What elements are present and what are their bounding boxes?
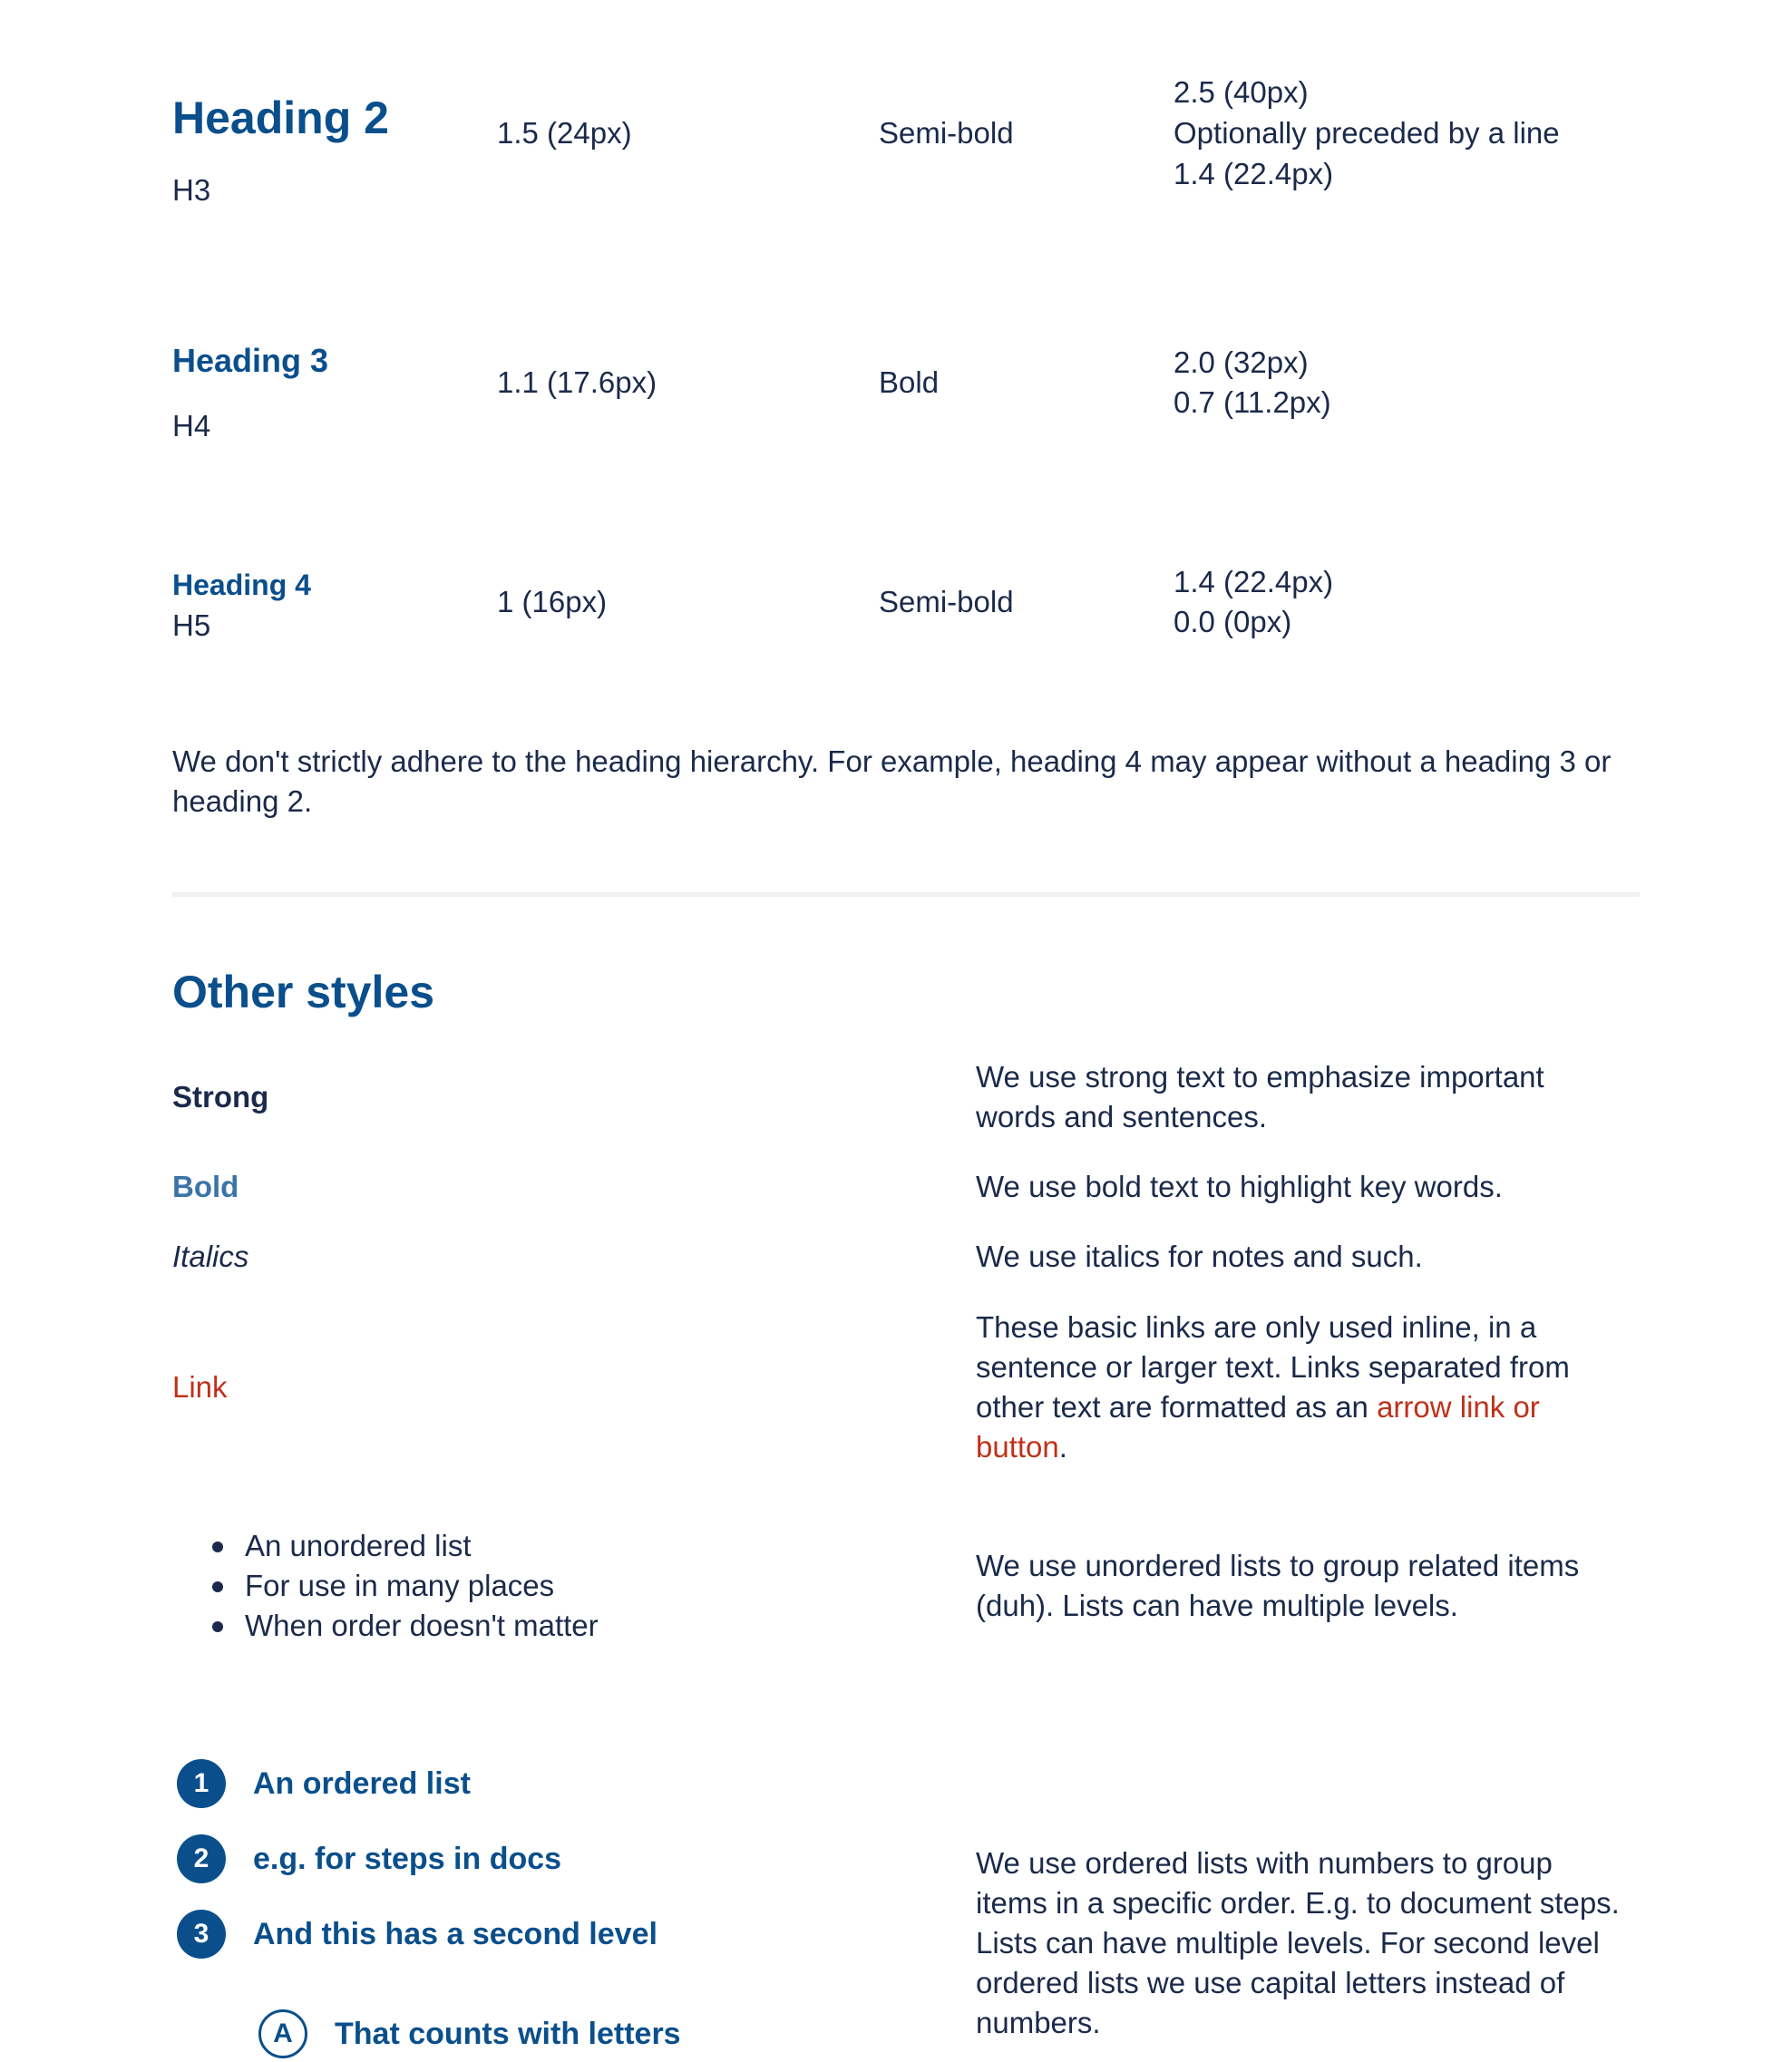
link-description [976,1308,1574,1467]
heading-2-spacing-top: 2.5 (40px) [1174,75,1309,109]
arrow-link-or-button-link[interactable]: arrow link or button [976,1390,1540,1464]
step-letter-badge: A [258,2009,307,2058]
ordered-sublist-item-label: That counts with letters [335,2016,681,2051]
link-description-text: These basic links are only used inline, in a sentence or larger text. Links separated from other text are formatted as an [976,1310,1570,1424]
heading-3-tag: H4 [172,409,211,443]
heading-2-tag: H3 [172,173,211,207]
ordered-list-item-label: An ordered list [253,1765,471,1801]
list-item [172,1606,599,1646]
ordered-sublist-item [258,2009,681,2058]
heading-2-size: 1.5 (24px) [497,116,632,150]
heading-2-spacing-bottom: 1.4 (22.4px) [1174,157,1334,190]
bullet-icon [212,1542,223,1552]
step-number-badge: 2 [177,1834,226,1883]
unordered-list-sample [172,1526,599,1646]
unordered-list-description: We use unordered lists to group related items (duh). Lists can have multiple levels. [976,1549,1580,1622]
ordered-list-item-label: e.g. for steps in docs [253,1841,562,1876]
section-divider [172,892,1640,897]
ordered-list-item-label: And this has a second level [253,1916,657,1951]
link-sample[interactable]: Link [172,1370,228,1404]
heading-3-weight: Bold [879,365,940,399]
heading-hierarchy-note: We don't strictly adhere to the heading hierarchy. For example, heading 4 may appear without a heading 3 or heading 2. [172,744,1612,818]
step-number-badge: 3 [177,1910,226,1959]
ordered-list-item [177,1910,657,1959]
heading-4-spacing-bottom: 0.0 (0px) [1174,605,1292,638]
ordered-list-item [177,1834,561,1883]
heading-3-sample: Heading 3 [172,342,329,379]
heading-3-spacing-top: 2.0 (32px) [1174,345,1309,379]
heading-4-tag: H5 [172,608,211,642]
strong-description: We use strong text to emphasize important words and sentences. [976,1060,1544,1133]
heading-3-spacing-bottom: 0.7 (11.2px) [1174,385,1331,419]
heading-4-size: 1 (16px) [497,585,608,618]
strong-sample: Strong [172,1080,269,1114]
ordered-list-item [177,1759,471,1808]
list-item [172,1526,599,1566]
other-styles-title: Other styles [172,967,435,1017]
italics-description: We use italics for notes and such. [976,1240,1423,1273]
ordered-list-description: We use ordered lists with numbers to group items in a specific order. E.g. to document steps. Lists can have multiple levels. For second level ordered lists we use capital letters instead of numbers. [976,1846,1620,2039]
step-number-badge: 1 [177,1759,226,1808]
heading-2-weight: Semi-bold [879,116,1014,150]
heading-2-sample: Heading 2 [172,92,389,143]
heading-2-spacing-note: Optionally preceded by a line [1174,116,1560,150]
bullet-icon [212,1621,223,1632]
bullet-icon [212,1581,223,1592]
list-item-label: For use in many places [245,1569,555,1602]
list-item-label: When order doesn't matter [245,1609,599,1642]
bold-sample: Bold [172,1170,239,1203]
heading-4-weight: Semi-bold [879,585,1014,618]
heading-4-sample: Heading 4 [172,569,311,601]
italics-sample: Italics [172,1240,249,1273]
heading-3-size: 1.1 (17.6px) [497,365,657,399]
bold-description: We use bold text to highlight key words. [976,1170,1503,1203]
list-item-label: An unordered list [245,1529,472,1562]
heading-4-spacing-top: 1.4 (22.4px) [1174,565,1334,598]
list-item [172,1566,599,1606]
link-description-end: . [1058,1430,1067,1464]
